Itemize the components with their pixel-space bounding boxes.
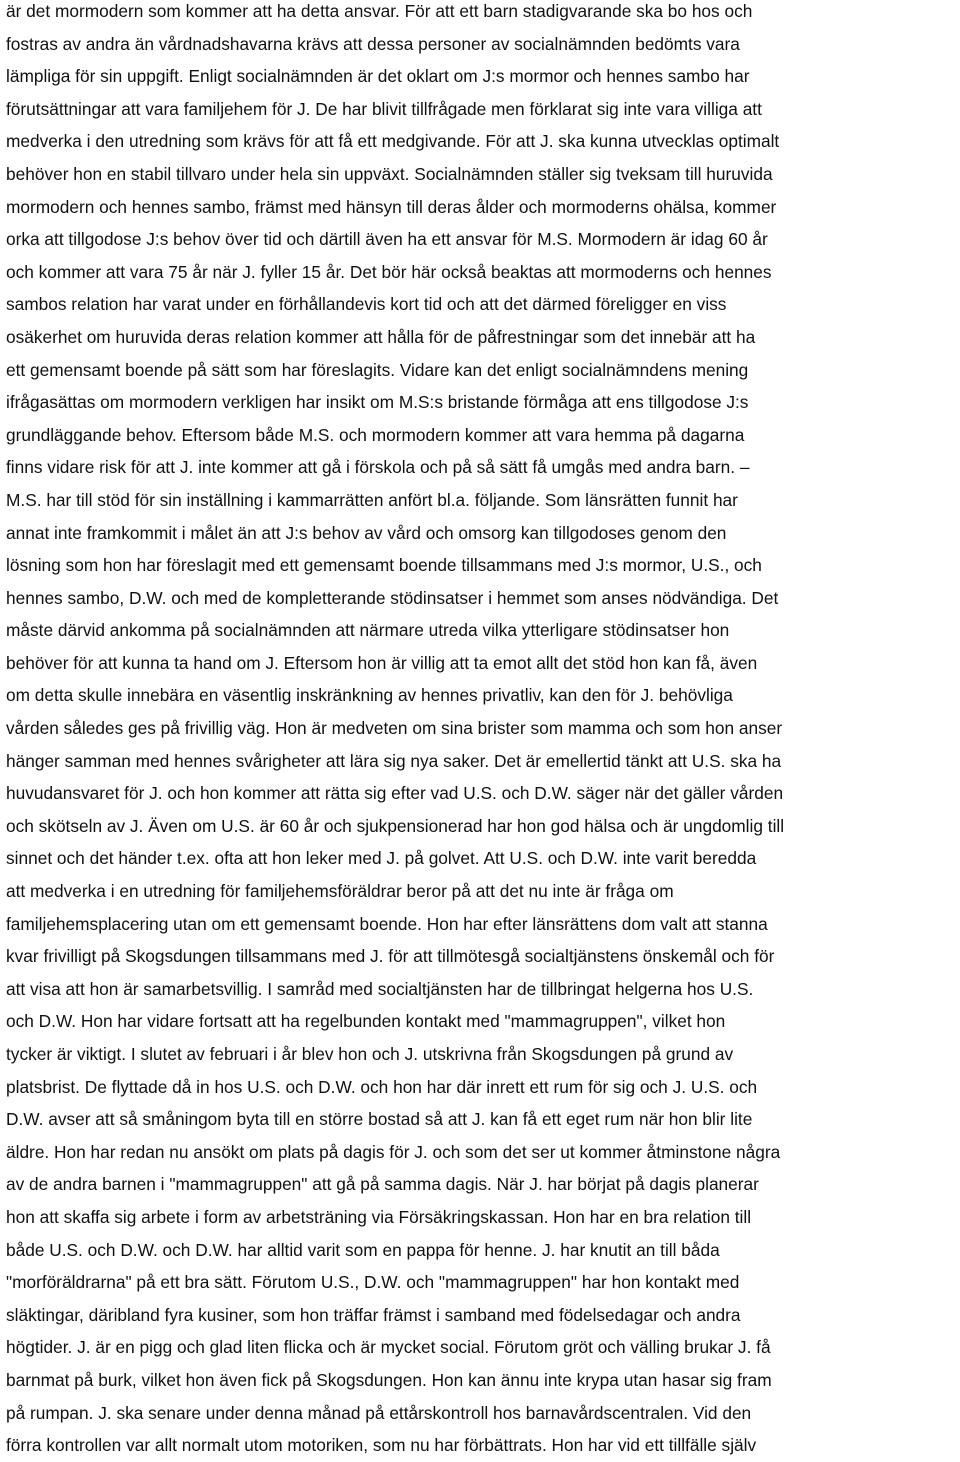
text-line: tycker är viktigt. I slutet av februari i år blev hon och J. utskrivna från Skogsdungen på grund av bbox=[6, 1044, 734, 1064]
text-line: finns vidare risk för att J. inte kommer att gå i förskola och på så sätt få umgås med andra barn. – bbox=[6, 457, 750, 478]
text-line: är det mormodern som kommer att ha detta ansvar. För att ett barn stadigvarande ska bo hos och bbox=[6, 1, 753, 21]
text-line: sambos relation har varat under en förhållandevis kort tid och att det därmed föreligger en viss bbox=[6, 294, 727, 315]
text-line: kvar frivilligt på Skogsdungen tillsammans med J. för att tillmötesgå socialtjänstens önskemål och för bbox=[6, 946, 775, 967]
text-line: av de andra barnen i "mammagruppen" att gå på samma dagis. När J. har börjat på dagis planerar bbox=[6, 1174, 759, 1195]
text-line: och D.W. Hon har vidare fortsatt att ha regelbunden kontakt med "mammagruppen", vilket hon bbox=[6, 1011, 726, 1032]
text-line: förra kontrollen var allt normalt utom motoriken, som nu har förbättrats. Hon har vid ett tillfälle själv bbox=[6, 1435, 757, 1456]
text-line: och skötseln av J. Även om U.S. är 60 år och sjukpensionerad har hon god hälsa och är ungdomlig till bbox=[6, 815, 785, 836]
text-line: hon att skaffa sig arbete i form av arbetsträning via Försäkringskassan. Hon har en bra relation till bbox=[6, 1206, 752, 1227]
text-line: om detta skulle innebära en väsentlig inskränkning av hennes privatliv, kan den för J. behövliga bbox=[6, 685, 733, 706]
text-line: barnmat på burk, vilket hon även fick på Skogsdungen. Hon kan ännu inte krypa utan hasar sig fram bbox=[6, 1369, 772, 1390]
text-line: behöver för att kunna ta hand om J. Eftersom hon är villig att ta emot allt det stöd hon kan få, även bbox=[6, 652, 758, 673]
text-line: fostras av andra än vårdnadshavarna krävs att dessa personer av socialnämnden bedömts vara bbox=[6, 33, 740, 54]
text-line: D.W. avser att så småningom byta till en större bostad så att J. kan få ett eget rum när hon blir lite bbox=[6, 1109, 753, 1130]
text-line: högtider. J. är en pigg och glad liten flicka och är mycket social. Förutom gröt och välling brukar J. få bbox=[6, 1337, 771, 1358]
text-line: sinnet och det händer t.ex. ofta att hon leker med J. på golvet. Att U.S. och D.W. inte varit beredda bbox=[6, 848, 757, 869]
text-line: hennes sambo, D.W. och med de kompletterande stödinsatser i hemmet som anses nödvändiga. Det bbox=[6, 587, 779, 608]
document-page bbox=[6, 0, 958, 1462]
text-line: släktingar, däribland fyra kusiner, som hon träffar främst i samband med födelsedagar och andra bbox=[6, 1304, 741, 1325]
text-line: att visa att hon är samarbetsvillig. I samråd med socialtjänsten har de tillbringat helgerna hos U.S. bbox=[6, 978, 754, 999]
text-line: M.S. har till stöd för sin inställning i kammarrätten anfört bl.a. följande. Som länsrätten funnit har bbox=[6, 489, 738, 510]
text-line: behöver hon en stabil tillvaro under hela sin uppväxt. Socialnämnden ställer sig tveksam till huruvida bbox=[6, 163, 773, 184]
text-line: hänger samman med hennes svårigheter att lära sig nya saker. Det är emellertid tänkt att U.S. ska ha bbox=[6, 750, 782, 771]
text-line: mormodern och hennes sambo, främst med hänsyn till deras ålder och mormoderns ohälsa, kommer bbox=[6, 196, 777, 217]
text-line: vården således ges på frivillig väg. Hon är medveten om sina brister som mamma och som hon anser bbox=[6, 718, 783, 739]
text-line: platsbrist. De flyttade då in hos U.S. och D.W. och hon har där inrett ett rum för sig och J. U.S. och bbox=[6, 1076, 758, 1097]
text-line: lämpliga för sin uppgift. Enligt socialnämnden är det oklart om J:s mormor och hennes sambo har bbox=[6, 66, 750, 87]
text-line: familjehemsplacering utan om ett gemensamt boende. Hon har efter länsrättens dom valt att stanna bbox=[6, 913, 768, 934]
text-line: annat inte framkommit i målet än att J:s behov av vård och omsorg kan tillgodoses genom den bbox=[6, 522, 727, 543]
text-line: måste därvid ankomma på socialnämnden att närmare utreda vilka ytterligare stödinsatser hon bbox=[6, 620, 730, 641]
text-line: förutsättningar att vara familjehem för J. De har blivit tillfrågade men förklarat sig inte vara villiga att bbox=[6, 98, 762, 119]
text-line: medverka i den utredning som krävs för att få ett medgivande. För att J. ska kunna utvecklas optimalt bbox=[6, 131, 780, 152]
text-line: grundläggande behov. Eftersom både M.S. och mormodern kommer att vara hemma på dagarna bbox=[6, 424, 745, 445]
text-line: orka att tillgodose J:s behov över tid och därtill även ha ett ansvar för M.S. Mormodern är idag 60 år bbox=[6, 229, 768, 250]
text-line: lösning som hon har föreslagit med ett gemensamt boende tillsammans med J:s mormor, U.S., och bbox=[6, 555, 762, 576]
text-line: både U.S. och D.W. och D.W. har alltid varit som en pappa för henne. J. har knutit an till båda bbox=[6, 1239, 720, 1260]
text-line: och kommer att vara 75 år när J. fyller 15 år. Det bör här också beaktas att mormoderns och hennes bbox=[6, 261, 772, 282]
text-line: ett gemensamt boende på sätt som har föreslagits. Vidare kan det enligt socialnämndens mening bbox=[6, 359, 749, 380]
text-line: ifrågasättas om mormodern verkligen har insikt om M.S:s bristande förmåga att ens tillgodose J:s bbox=[6, 392, 749, 413]
text-line: på rumpan. J. ska senare under denna månad på ettårskontroll hos barnavårdscentralen. Vid den bbox=[6, 1402, 752, 1423]
text-line: äldre. Hon har redan nu ansökt om plats på dagis för J. och som det ser ut kommer åtminstone några bbox=[6, 1141, 781, 1162]
text-line: osäkerhet om huruvida deras relation kommer att hålla för de påfrestningar som det innebär att ha bbox=[6, 326, 756, 347]
text-line: att medverka i en utredning för familjehemsföräldrar beror på att det nu inte är fråga om bbox=[6, 881, 674, 902]
text-line: "morföräldrarna" på ett bra sätt. Förutom U.S., D.W. och "mammagruppen" har hon kontakt med bbox=[6, 1272, 740, 1293]
text-line: huvudansvaret för J. och hon kommer att rätta sig efter vad U.S. och D.W. säger när det gäller vården bbox=[6, 783, 784, 804]
